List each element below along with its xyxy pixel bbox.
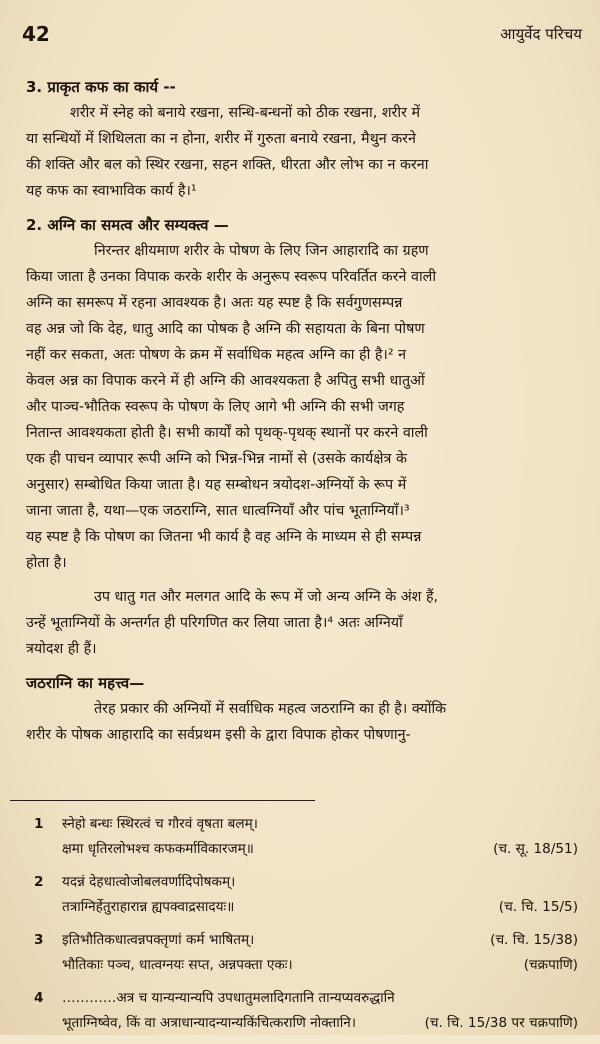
footnote-line: [26, 895, 586, 920]
text-line: की शक्ति और बल को स्थिर रखना, सहन शक्ति, धीरता और लोभ का न करना: [26, 157, 429, 173]
footnote: [26, 812, 586, 862]
text-line: नितान्त आवश्यकता होती है। सभी कार्यों को पृथक्-पृथक् स्थानों पर करने वाली: [26, 425, 428, 441]
footnote-rule: [10, 800, 315, 801]
footnote-text: यदन्नं देहधात्वोजोबलवर्णादिपोषकम्।: [62, 874, 236, 890]
text-line: उप धातु गत और मलगत आदि के रूप में जो अन्य अग्नि के अंश हैं,: [94, 589, 439, 605]
section-gap: [26, 204, 586, 212]
footnote-line: [26, 837, 586, 862]
footnote-number: 2: [34, 874, 44, 890]
footnote: [26, 870, 586, 920]
footnote-line: [26, 1011, 586, 1036]
section: [26, 212, 586, 576]
footnote-text: इतिभौतिकधात्वन्नपक्तृणां कर्म भाषितम्।: [62, 932, 255, 948]
text-line: होता है।: [26, 555, 67, 571]
section-heading: 3. प्राकृत कफ का कार्य --: [26, 78, 176, 96]
footnote-reference: (च. चि. 15/38 पर चक्रपाणि): [424, 1015, 578, 1031]
section-heading: जठराग्नि का महत्त्व—: [26, 674, 145, 692]
text-line: अग्नि का समरूप में रहना आवश्यक है। अतः यह स्पष्ट है कि सर्वगुणसम्पन्न: [26, 295, 403, 311]
footnote-text: स्नेहो बन्धः स्थिरत्वं च गौरवं वृषता बलम्।: [62, 816, 258, 832]
text-line: शरीर में स्नेह को बनाये रखना, सन्धि-बन्धनों को ठीक रखना, शरीर में: [70, 105, 421, 121]
section-heading: 2. अग्नि का समत्व और सम्यक्त्व —: [26, 216, 229, 234]
text-line: तेरह प्रकार की अग्नियों में सर्वाधिक महत्व जठराग्नि का ही है। क्योंकि: [94, 701, 447, 717]
section-gap: [26, 662, 586, 670]
text-line: शरीर के पोषक आहारादि का सर्वप्रथम इसी के द्वारा विपाक होकर पोषणानु-: [26, 727, 411, 743]
footnote-line: [26, 986, 586, 1011]
footnote-line: [26, 928, 586, 953]
text-line: अनुसार) सम्बोधित किया जाता है। यह सम्बोधन त्रयोदश-अग्नियों के रूप में: [26, 477, 407, 493]
footnote: [26, 986, 586, 1036]
footnote-reference: (च. चि. 15/38): [490, 932, 578, 948]
footnote-reference: (च. चि. 15/5): [498, 899, 578, 915]
text-line: उन्हें भूताग्नियों के अन्तर्गत ही परिगणित कर लिया जाता है।⁴ अतः अग्नियाँ: [26, 615, 403, 631]
footnote-text: क्षमा धृतिरलोभश्च कफकर्माविकारजम्॥: [62, 841, 254, 857]
footnote-line: [26, 812, 586, 837]
footnote-text: तत्राग्निर्हेतुराहारान्न ह्यपक्वाद्रसादयः॥: [62, 899, 235, 915]
footnote-number: 1: [34, 816, 44, 832]
text-line: किया जाता है उनका विपाक करके शरीर के अनुरूप स्वरूप परिवर्तित करने वाली: [26, 269, 437, 285]
text-line: या सन्धियों में शिथिलता का न होना, शरीर में गुरुता बनाये रखना, मैथुन करने: [26, 131, 416, 147]
footnote-reference: (चक्रपाणि): [523, 957, 578, 973]
footnote-line: [26, 870, 586, 895]
section: [26, 74, 586, 204]
footnote-text: भौतिकाः पञ्च, धात्वग्नयः सप्त, अन्नपक्ता एकः।: [62, 957, 293, 973]
footnote-number: 4: [34, 990, 44, 1006]
page-header: [22, 22, 582, 50]
section-gap: [26, 576, 586, 584]
section: [26, 584, 586, 662]
text-line: नहीं कर सकता, अतः पोषण के क्रम में सर्वाधिक महत्व अग्नि का ही है।² न: [26, 347, 407, 363]
text-line: और पाञ्च-भौतिक स्वरूप के पोषण के लिए आगे भी अग्नि की सभी जगह: [26, 399, 405, 415]
page-number: 42: [22, 22, 50, 46]
footnote-line: [26, 953, 586, 978]
footnote-number: 3: [34, 932, 44, 948]
text-line: केवल अन्न का विपाक करने में ही अग्नि की आवश्यकता है अपितु सभी धातुओं: [26, 373, 425, 389]
text-line: जाना जाता है, यथा—एक जठराग्नि, सात धात्वग्नियाँ और पांच भूताग्नियाँ।³: [26, 503, 410, 519]
main-text: [26, 74, 586, 748]
footnote-text: …………अत्र च यान्यन्यान्यपि उपधातुमलादिगतानि तान्यप्यवरुद्धानि: [62, 990, 395, 1006]
running-head: आयुर्वेद परिचय: [500, 25, 582, 43]
section: [26, 670, 586, 748]
text-line: वह अन्न जो कि देह, धातु आदि का पोषक है अग्नि की सहायता के बिना पोषण: [26, 321, 425, 337]
footnote-text: भूताग्निष्वेव, किं वा अत्राधान्यादन्यान्यकिंचित्कराणि नोक्तानि।: [62, 1015, 356, 1031]
text-line: यह कफ का स्वाभाविक कार्य है।¹: [26, 183, 197, 199]
footnotes: [26, 812, 586, 1044]
footnote: [26, 928, 586, 978]
text-line: यह स्पष्ट है कि पोषण का जितना भी कार्य है वह अग्नि के माध्यम से ही सम्पन्न: [26, 529, 422, 545]
text-line: एक ही पाचन व्यापार रूपी अग्नि को भिन्न-भिन्न नामों से (उसके कार्यक्षेत्र के: [26, 451, 407, 467]
text-line: त्रयोदश ही हैं।: [26, 641, 97, 657]
footnote-reference: (च. सू. 18/51): [493, 841, 578, 857]
text-line: निरन्तर क्षीयमाण शरीर के पोषण के लिए जिन आहारादि का ग्रहण: [94, 243, 429, 259]
